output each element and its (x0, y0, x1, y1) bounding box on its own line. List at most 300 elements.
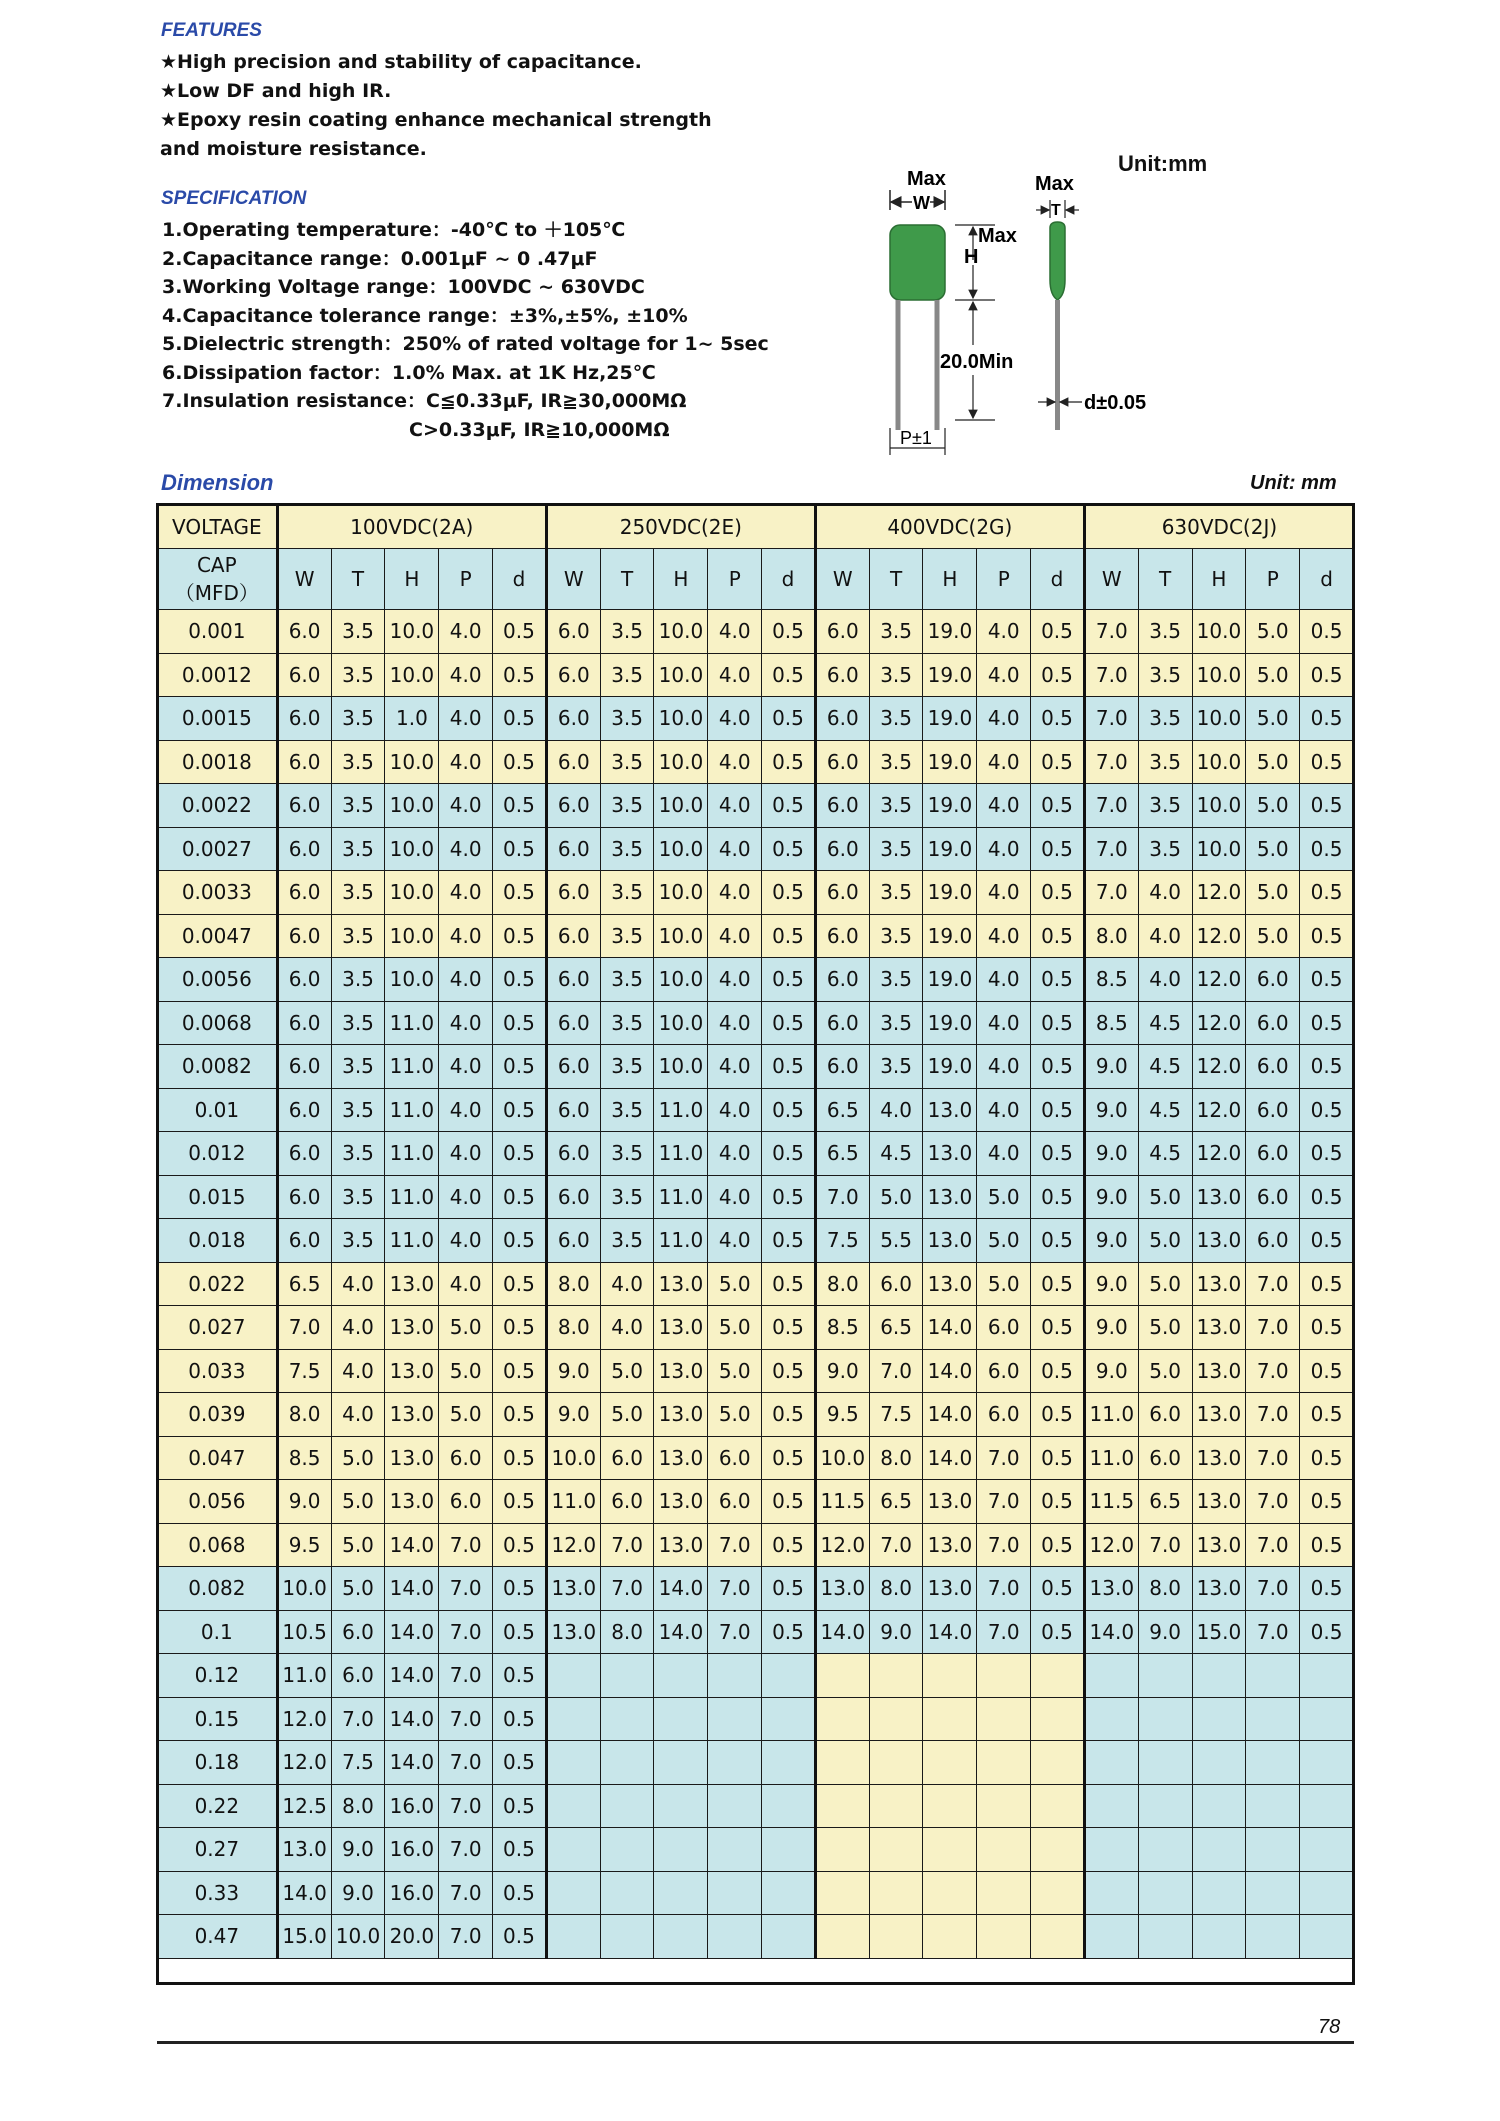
dimension-cell: 4.0 (708, 827, 762, 871)
dimension-cell: 0.5 (493, 1306, 547, 1350)
dimension-cell: 4.0 (331, 1393, 385, 1437)
dimension-cell: 8.0 (600, 1610, 654, 1654)
table-row (158, 1784, 1354, 1828)
dimension-cell: 0.5 (493, 1045, 547, 1089)
table-row (158, 1306, 1354, 1350)
dimension-cell: 3.5 (869, 610, 923, 654)
dimension-cell: 14.0 (923, 1349, 977, 1393)
feature-line: ★High precision and stability of capacitance. (160, 51, 642, 73)
cap-value-cell: 0.0047 (158, 914, 278, 958)
dimension-cell: 9.5 (277, 1523, 331, 1567)
column-header: W (1084, 549, 1138, 610)
lead-dia-label: d±0.05 (1084, 392, 1147, 414)
dimension-cell: 0.5 (1300, 1480, 1354, 1524)
dimension-cell: 0.5 (493, 914, 547, 958)
dimension-cell: 12.0 (277, 1741, 331, 1785)
dimension-cell: 0.5 (493, 610, 547, 654)
dimension-cell: 0.5 (493, 697, 547, 741)
table-row (158, 1045, 1354, 1089)
dimension-cell: 0.5 (493, 740, 547, 784)
dimension-cell: 8.0 (331, 1784, 385, 1828)
table-row (158, 1175, 1354, 1219)
dimension-cell: 4.0 (1138, 958, 1192, 1002)
dimension-cell (1300, 1697, 1354, 1741)
dimension-cell: 7.0 (977, 1523, 1031, 1567)
dimension-cell: 3.5 (1138, 697, 1192, 741)
dimension-cell: 0.5 (1300, 1262, 1354, 1306)
dimension-cell: 0.5 (1300, 1610, 1354, 1654)
dimension-cell: 6.0 (331, 1654, 385, 1698)
table-row (158, 784, 1354, 828)
dimension-cell (1084, 1871, 1138, 1915)
dimension-cell (1246, 1871, 1300, 1915)
dimension-cell: 3.5 (600, 1175, 654, 1219)
dimension-cell: 10.0 (546, 1436, 600, 1480)
dimension-cell: 6.0 (815, 740, 869, 784)
dimension-cell: 0.5 (1300, 871, 1354, 915)
dimension-cell: 0.5 (493, 1001, 547, 1045)
cap-value-cell: 0.082 (158, 1567, 278, 1611)
dimension-cell: 3.5 (600, 653, 654, 697)
dimension-cell: 4.0 (708, 653, 762, 697)
dimension-cell: 6.0 (546, 610, 600, 654)
dimension-cell (1084, 1915, 1138, 1959)
dimension-cell: 9.0 (546, 1349, 600, 1393)
dimension-cell: 13.0 (385, 1436, 439, 1480)
dimension-cell (869, 1784, 923, 1828)
dimension-cell: 19.0 (923, 697, 977, 741)
dimension-cell: 5.5 (869, 1219, 923, 1263)
cap-value-cell: 0.047 (158, 1436, 278, 1480)
dimension-cell: 11.0 (1084, 1436, 1138, 1480)
dimension-cell: 4.5 (1138, 1132, 1192, 1176)
table-row (158, 1436, 1354, 1480)
dimension-cell (977, 1828, 1031, 1872)
dimension-cell (546, 1828, 600, 1872)
table-row (158, 1828, 1354, 1872)
dimension-cell: 0.5 (493, 1393, 547, 1437)
dimension-cell: 0.5 (1031, 871, 1085, 915)
dimension-cell: 5.0 (708, 1393, 762, 1437)
dimension-cell: 0.5 (1300, 784, 1354, 828)
dimension-cell: 6.0 (708, 1436, 762, 1480)
dimension-cell: 7.0 (439, 1871, 493, 1915)
dimension-cell (815, 1741, 869, 1785)
dimension-cell: 0.5 (762, 1610, 816, 1654)
dimension-cell: 10.0 (654, 958, 708, 1002)
dimension-cell (1246, 1741, 1300, 1785)
cap-header (158, 549, 278, 610)
dimension-cell: 0.5 (493, 1871, 547, 1915)
dimension-cell: 13.0 (385, 1349, 439, 1393)
dimension-cell: 13.0 (654, 1393, 708, 1437)
dimension-cell: 6.0 (546, 1219, 600, 1263)
table-row (158, 1567, 1354, 1611)
dimension-cell: 0.5 (1300, 653, 1354, 697)
dimension-cell: 10.0 (654, 1001, 708, 1045)
dimension-cell (977, 1915, 1031, 1959)
dimension-cell: 3.5 (331, 827, 385, 871)
dimension-cell: 4.0 (439, 958, 493, 1002)
dimension-cell (600, 1784, 654, 1828)
dimension-cell: 7.0 (439, 1741, 493, 1785)
dimension-cell (977, 1741, 1031, 1785)
dimension-cell: 12.0 (1192, 871, 1246, 915)
dimension-cell: 19.0 (923, 827, 977, 871)
dimension-cell: 4.5 (1138, 1001, 1192, 1045)
dimension-cell: 0.5 (493, 1567, 547, 1611)
footer-rule (157, 2041, 1354, 2044)
dimension-cell: 13.0 (1192, 1393, 1246, 1437)
column-header: T (1138, 549, 1192, 610)
table-row (158, 958, 1354, 1002)
dimension-cell: 4.0 (977, 784, 1031, 828)
features-list (160, 48, 712, 164)
dimension-cell (869, 1915, 923, 1959)
table-row (158, 697, 1354, 741)
dimension-cell: 4.0 (708, 1088, 762, 1132)
dimension-cell: 4.0 (439, 1132, 493, 1176)
dimension-cell: 8.5 (1084, 958, 1138, 1002)
dimension-cell: 12.0 (1192, 1088, 1246, 1132)
dimension-cell: 7.0 (1138, 1523, 1192, 1567)
dimension-cell: 19.0 (923, 958, 977, 1002)
dimension-cell: 4.0 (708, 1175, 762, 1219)
dimension-cell (708, 1697, 762, 1741)
dimension-cell: 5.0 (331, 1567, 385, 1611)
cap-value-cell: 0.0012 (158, 653, 278, 697)
dimension-cell: 14.0 (277, 1871, 331, 1915)
dimension-cell: 4.0 (977, 827, 1031, 871)
dimension-cell (600, 1871, 654, 1915)
dimension-cell: 3.5 (600, 958, 654, 1002)
dimension-cell: 9.0 (1084, 1132, 1138, 1176)
dimension-cell: 3.5 (869, 871, 923, 915)
dimension-cell: 0.5 (493, 1349, 547, 1393)
dimension-cell: 20.0 (385, 1915, 439, 1959)
table-row (158, 914, 1354, 958)
dimension-cell: 9.0 (1084, 1219, 1138, 1263)
dimension-cell: 13.0 (385, 1480, 439, 1524)
dimension-cell: 13.0 (385, 1393, 439, 1437)
dimension-cell: 5.0 (1246, 914, 1300, 958)
dimension-cell: 16.0 (385, 1871, 439, 1915)
table-row (158, 827, 1354, 871)
column-header: P (977, 549, 1031, 610)
dimension-cell (923, 1915, 977, 1959)
dimension-cell: 6.5 (1138, 1480, 1192, 1524)
dimension-cell: 10.0 (385, 784, 439, 828)
dimension-cell (762, 1654, 816, 1698)
dimension-cell: 4.5 (1138, 1045, 1192, 1089)
dimension-cell: 10.0 (385, 740, 439, 784)
dimension-cell: 10.0 (1192, 827, 1246, 871)
dimension-cell: 0.5 (1031, 1262, 1085, 1306)
dimension-cell: 3.5 (331, 784, 385, 828)
dimension-table (157, 504, 1354, 1959)
dimension-cell: 6.0 (1246, 1132, 1300, 1176)
dimension-cell: 0.5 (1031, 1045, 1085, 1089)
dimension-cell: 0.5 (1300, 827, 1354, 871)
dimension-cell: 0.5 (1031, 958, 1085, 1002)
dimension-cell: 6.0 (600, 1480, 654, 1524)
dimension-cell: 0.5 (1031, 1567, 1085, 1611)
dimension-cell: 6.0 (815, 1001, 869, 1045)
dimension-cell: 4.0 (439, 1088, 493, 1132)
dimension-cell: 7.0 (439, 1828, 493, 1872)
dimension-cell: 9.0 (331, 1828, 385, 1872)
dimension-cell (1138, 1871, 1192, 1915)
dimension-cell: 0.5 (493, 1175, 547, 1219)
table-row (158, 1523, 1354, 1567)
dimension-cell (654, 1915, 708, 1959)
dimension-cell: 7.0 (1084, 827, 1138, 871)
dimension-cell: 6.0 (546, 871, 600, 915)
dimension-cell (815, 1697, 869, 1741)
dimension-cell: 4.0 (708, 1001, 762, 1045)
dimension-cell: 6.0 (546, 784, 600, 828)
dimension-cell: 13.0 (1192, 1262, 1246, 1306)
dimension-cell: 4.0 (977, 653, 1031, 697)
dimension-cell (1246, 1654, 1300, 1698)
dimension-cell: 5.0 (600, 1393, 654, 1437)
dimension-cell: 3.5 (331, 610, 385, 654)
dimension-cell: 14.0 (385, 1567, 439, 1611)
dimension-cell (762, 1828, 816, 1872)
dimension-cell: 11.0 (1084, 1393, 1138, 1437)
cap-value-cell: 0.015 (158, 1175, 278, 1219)
dimension-cell (1192, 1697, 1246, 1741)
dimension-cell: 7.0 (439, 1610, 493, 1654)
dimension-cell: 14.0 (923, 1393, 977, 1437)
dimension-cell: 4.0 (331, 1306, 385, 1350)
dimension-cell: 5.0 (1246, 871, 1300, 915)
dimension-cell: 11.0 (546, 1480, 600, 1524)
dimension-cell: 4.0 (331, 1349, 385, 1393)
dimension-cell: 15.0 (277, 1915, 331, 1959)
dimension-cell: 10.0 (654, 740, 708, 784)
cap-value-cell: 0.001 (158, 610, 278, 654)
dimension-cell: 6.0 (815, 697, 869, 741)
dimension-cell: 10.0 (654, 871, 708, 915)
dimension-cell: 3.5 (600, 784, 654, 828)
column-header: W (277, 549, 331, 610)
capacitor-diagram (860, 160, 1230, 460)
dimension-cell: 13.0 (654, 1349, 708, 1393)
dimension-cell: 10.0 (654, 827, 708, 871)
w-label: W (913, 193, 930, 213)
dimension-cell (1300, 1871, 1354, 1915)
dimension-cell: 5.0 (439, 1306, 493, 1350)
dimension-cell: 3.5 (331, 871, 385, 915)
dimension-cell (977, 1697, 1031, 1741)
dimension-cell: 13.0 (546, 1567, 600, 1611)
dimension-cell: 9.0 (1084, 1088, 1138, 1132)
dimension-cell: 3.5 (869, 914, 923, 958)
dimension-cell: 3.5 (600, 697, 654, 741)
dimension-cell: 0.5 (493, 1480, 547, 1524)
table-row (158, 1654, 1354, 1698)
dimension-cell: 10.0 (654, 697, 708, 741)
cap-value-cell: 0.15 (158, 1697, 278, 1741)
dimension-cell (1084, 1741, 1138, 1785)
dimension-cell: 6.0 (546, 653, 600, 697)
dimension-cell: 4.0 (439, 697, 493, 741)
dimension-cell: 3.5 (331, 740, 385, 784)
column-header: d (762, 549, 816, 610)
dimension-cell: 4.0 (977, 740, 1031, 784)
dimension-cell: 3.5 (1138, 784, 1192, 828)
dimension-cell: 13.0 (815, 1567, 869, 1611)
dimension-cell: 4.0 (439, 1219, 493, 1263)
dimension-cell: 6.0 (869, 1262, 923, 1306)
dimension-cell: 9.0 (815, 1349, 869, 1393)
dimension-cell: 0.5 (1300, 610, 1354, 654)
group-header: 400VDC(2G) (815, 505, 1084, 549)
dimension-cell: 0.5 (493, 1915, 547, 1959)
dimension-cell: 4.0 (439, 653, 493, 697)
dimension-cell: 3.5 (869, 784, 923, 828)
dimension-cell: 7.0 (869, 1349, 923, 1393)
dimension-cell (708, 1784, 762, 1828)
dimension-cell: 13.0 (546, 1610, 600, 1654)
specification-title: SPECIFICATION (161, 188, 307, 209)
dimension-cell: 0.5 (1300, 1001, 1354, 1045)
dimension-cell (654, 1654, 708, 1698)
spec-line: 7.Insulation resistance：C≦0.33μF, IR≧30,000MΩ (162, 390, 687, 412)
dimension-cell (1031, 1741, 1085, 1785)
dimension-cell: 7.0 (869, 1523, 923, 1567)
dimension-cell: 0.5 (762, 871, 816, 915)
dimension-cell: 4.0 (977, 1132, 1031, 1176)
dimension-cell: 13.0 (1192, 1306, 1246, 1350)
cap-value-cell: 0.068 (158, 1523, 278, 1567)
dimension-cell: 6.5 (869, 1480, 923, 1524)
dimension-cell: 12.0 (815, 1523, 869, 1567)
dimension-cell: 6.0 (1246, 1001, 1300, 1045)
cap-value-cell: 0.0015 (158, 697, 278, 741)
dimension-cell (1138, 1654, 1192, 1698)
dimension-cell: 4.0 (331, 1262, 385, 1306)
dimension-cell: 3.5 (331, 1132, 385, 1176)
column-header: H (654, 549, 708, 610)
dimension-cell: 8.5 (277, 1436, 331, 1480)
dimension-cell: 6.0 (439, 1436, 493, 1480)
dimension-cell: 3.5 (869, 740, 923, 784)
dimension-cell: 0.5 (762, 1088, 816, 1132)
table-row (158, 1697, 1354, 1741)
dimension-cell: 0.5 (1300, 1175, 1354, 1219)
dimension-cell: 14.0 (654, 1610, 708, 1654)
dimension-cell: 6.0 (815, 871, 869, 915)
dimension-cell: 0.5 (762, 1480, 816, 1524)
dimension-cell: 0.5 (1300, 958, 1354, 1002)
dimension-cell (654, 1741, 708, 1785)
dimension-cell (815, 1784, 869, 1828)
dimension-cell: 6.0 (277, 871, 331, 915)
dimension-cell: 7.0 (331, 1697, 385, 1741)
dimension-cell: 7.5 (331, 1741, 385, 1785)
dimension-cell: 4.0 (708, 784, 762, 828)
dimension-cell: 7.0 (439, 1915, 493, 1959)
column-header: W (546, 549, 600, 610)
dimension-cell: 3.5 (869, 958, 923, 1002)
dimension-cell (1246, 1697, 1300, 1741)
dimension-cell: 7.0 (1246, 1610, 1300, 1654)
dimension-cell: 12.0 (546, 1523, 600, 1567)
dimension-cell: 7.0 (439, 1523, 493, 1567)
dimension-cell: 4.0 (708, 1132, 762, 1176)
dimension-cell: 0.5 (1300, 914, 1354, 958)
cap-value-cell: 0.0027 (158, 827, 278, 871)
dimension-cell: 5.0 (1138, 1219, 1192, 1263)
dimension-cell: 13.0 (1192, 1219, 1246, 1263)
dimension-cell: 10.0 (385, 914, 439, 958)
dimension-cell: 7.0 (1084, 697, 1138, 741)
dimension-cell (977, 1784, 1031, 1828)
dimension-cell (1031, 1784, 1085, 1828)
dimension-cell: 0.5 (1031, 1610, 1085, 1654)
dimension-cell: 0.5 (493, 827, 547, 871)
dimension-cell: 7.0 (600, 1523, 654, 1567)
column-header: W (815, 549, 869, 610)
dimension-cell (1031, 1654, 1085, 1698)
dimension-cell: 9.0 (1084, 1349, 1138, 1393)
dimension-cell: 4.0 (439, 827, 493, 871)
dimension-cell: 6.0 (277, 827, 331, 871)
dimension-cell: 6.0 (277, 697, 331, 741)
cap-value-cell: 0.0022 (158, 784, 278, 828)
table-row (158, 1132, 1354, 1176)
dimension-cell: 8.5 (1084, 1001, 1138, 1045)
dimension-cell: 7.0 (1246, 1436, 1300, 1480)
dimension-cell: 8.0 (277, 1393, 331, 1437)
spec-line: 6.Dissipation factor：1.0% Max. at 1K Hz,25℃ (162, 361, 656, 384)
dimension-cell (1138, 1697, 1192, 1741)
table-row (158, 1001, 1354, 1045)
dimension-cell: 6.0 (277, 610, 331, 654)
dimension-cell (977, 1654, 1031, 1698)
dimension-cell: 3.5 (331, 914, 385, 958)
dimension-cell: 4.0 (977, 871, 1031, 915)
max-w-label: Max (907, 168, 946, 190)
feature-line: and moisture resistance. (160, 138, 427, 160)
column-header: d (1300, 549, 1354, 610)
dimension-cell: 6.0 (546, 697, 600, 741)
dimension-cell: 7.0 (439, 1697, 493, 1741)
column-header: H (385, 549, 439, 610)
dimension-cell: 10.0 (385, 871, 439, 915)
dimension-cell: 10.0 (1192, 740, 1246, 784)
dimension-cell (1192, 1871, 1246, 1915)
dimension-cell: 14.0 (923, 1306, 977, 1350)
dimension-cell: 14.0 (923, 1436, 977, 1480)
dimension-cell: 0.5 (762, 827, 816, 871)
dimension-cell: 0.5 (1031, 1088, 1085, 1132)
dimension-cell (654, 1828, 708, 1872)
dimension-cell: 5.0 (1246, 740, 1300, 784)
dimension-cell: 13.0 (1192, 1523, 1246, 1567)
dimension-cell: 6.0 (600, 1436, 654, 1480)
dimension-cell: 6.0 (815, 653, 869, 697)
dimension-cell: 15.0 (1192, 1610, 1246, 1654)
dimension-cell: 0.5 (493, 1523, 547, 1567)
dimension-cell: 3.5 (600, 1132, 654, 1176)
dimension-cell: 10.0 (1192, 697, 1246, 741)
dimension-cell (1138, 1828, 1192, 1872)
dimension-cell: 5.0 (977, 1219, 1031, 1263)
dimension-cell: 0.5 (493, 1436, 547, 1480)
